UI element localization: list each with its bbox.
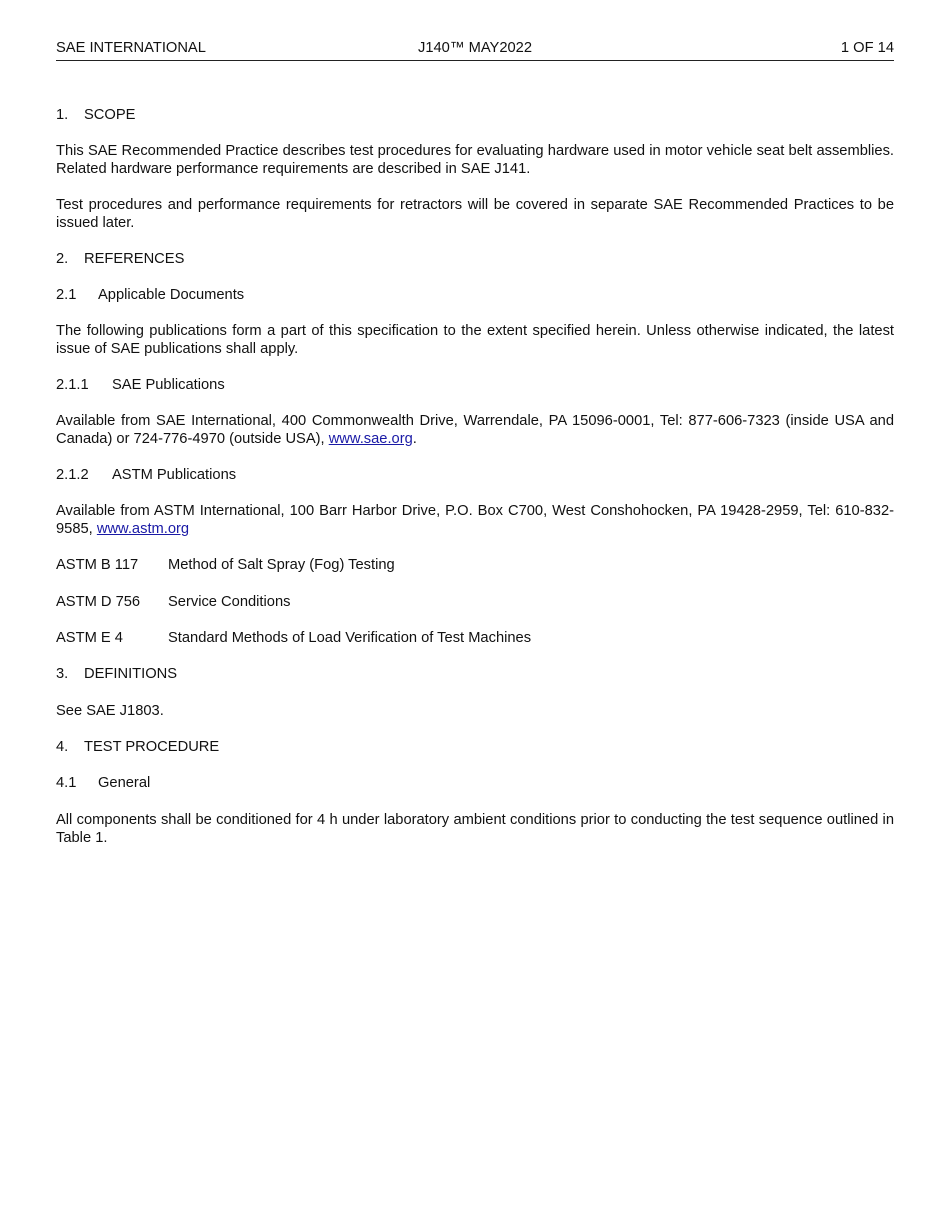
standard-id: ASTM B 117 — [56, 557, 139, 573]
subsection-title: General — [98, 775, 151, 791]
sae-website-link[interactable]: www.sae.org — [328, 431, 413, 447]
sae-publications-period: . — [412, 431, 417, 447]
subsection-title: SAE Publications — [112, 377, 225, 393]
section-heading-test-procedure — [56, 738, 894, 756]
subsection-heading-sae-publications — [56, 376, 894, 394]
standard-title: Method of Salt Spray (Fog) Testing — [168, 557, 395, 573]
section-number: 4. — [56, 739, 69, 755]
subsection-number: 2.1.2 — [56, 467, 89, 483]
header-organization: SAE INTERNATIONAL — [56, 40, 206, 56]
section-heading-scope — [56, 106, 894, 124]
astm-publications-paragraph — [56, 502, 894, 538]
subsection-number: 2.1 — [56, 287, 77, 303]
section-title: TEST PROCEDURE — [84, 739, 220, 755]
standard-reference-row — [56, 629, 894, 647]
standard-reference-row — [56, 593, 894, 611]
astm-publications-text: Available from ASTM International, 100 Barr Harbor Drive, P.O. Box C700, West Conshohocken, PA 19428-2959, Tel: 610-832-9585, — [56, 503, 894, 537]
subsection-number: 4.1 — [56, 775, 77, 791]
astm-website-link[interactable]: www.astm.org — [96, 521, 190, 537]
section-number: 1. — [56, 107, 69, 123]
scope-paragraph-1: This SAE Recommended Practice describes test procedures for evaluating hardware used in motor vehicle seat belt assemblies. Related hardware performance requirements are described in SAE J141. — [56, 143, 894, 177]
general-paragraph: All components shall be conditioned for 4 h under laboratory ambient conditions prior to conducting the test sequence outlined in Table 1. — [56, 812, 894, 846]
section-number: 3. — [56, 666, 69, 682]
scope-paragraph-2: Test procedures and performance requirements for retractors will be covered in separate SAE Recommended Practices to be issued later. — [56, 197, 894, 231]
subsection-number: 2.1.1 — [56, 377, 89, 393]
section-heading-definitions — [56, 665, 894, 683]
applicable-documents-paragraph: The following publications form a part of this specification to the extent specified herein. Unless otherwise indicated, the latest issue of SAE publications shall apply. — [56, 323, 894, 357]
standard-title: Standard Methods of Load Verification of Test Machines — [168, 630, 532, 646]
standard-title: Service Conditions — [168, 594, 291, 610]
header-document-id: J140™ MAY2022 — [417, 40, 533, 56]
sae-publications-paragraph — [56, 412, 894, 448]
standard-id: ASTM D 756 — [56, 594, 141, 610]
header-page-number: 1 OF 14 — [840, 40, 894, 56]
section-heading-references — [56, 250, 894, 268]
sae-publications-text: Available from SAE International, 400 Commonwealth Drive, Warrendale, PA 15096-0001, Tel: 877-606-7323 (inside USA and Canada) or 724-776-4970 (outside USA), — [56, 413, 894, 447]
running-header — [56, 38, 894, 61]
subsection-heading-applicable-documents — [56, 286, 894, 304]
section-title: SCOPE — [84, 107, 136, 123]
definitions-paragraph: See SAE J1803. — [56, 703, 164, 719]
subsection-heading-general — [56, 774, 894, 792]
standard-reference-row — [56, 556, 894, 574]
subsection-title: Applicable Documents — [98, 287, 245, 303]
standard-id: ASTM E 4 — [56, 630, 123, 646]
section-number: 2. — [56, 251, 69, 267]
section-title: REFERENCES — [84, 251, 185, 267]
section-title: DEFINITIONS — [84, 666, 178, 682]
document-page — [56, 38, 894, 846]
subsection-title: ASTM Publications — [112, 467, 237, 483]
subsection-heading-astm-publications — [56, 466, 894, 484]
